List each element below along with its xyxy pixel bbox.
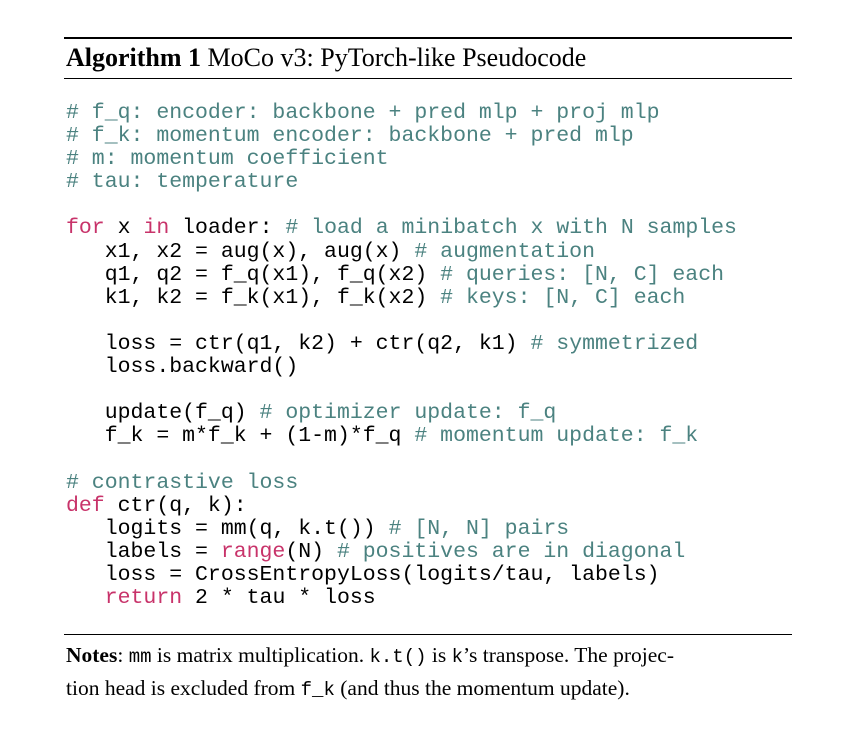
code-line xyxy=(66,379,737,402)
code-comment: # augmentation xyxy=(414,239,595,264)
code-line xyxy=(66,102,737,125)
notes-text: is xyxy=(426,643,452,667)
code-line xyxy=(66,541,737,564)
notes-text: ’s transpose. The projec- xyxy=(463,643,674,667)
code-keyword: for xyxy=(66,216,105,241)
code-text: k1, k2 = f_k(x1), f_k(x2) xyxy=(66,285,441,310)
notes-line-1 xyxy=(66,640,794,673)
code-text: x xyxy=(104,216,144,241)
code-text: 2 * tau * loss xyxy=(182,585,376,610)
code-line xyxy=(66,194,737,217)
code-text: loss = CrossEntropyLoss(logits/tau, labels) xyxy=(66,562,660,587)
notes-paragraph xyxy=(66,640,794,706)
code-keyword: in xyxy=(143,216,170,241)
code-text: x1, x2 = aug(x), aug(x) xyxy=(66,239,415,264)
code-line xyxy=(66,356,737,379)
code-comment: # tau: temperature xyxy=(66,170,299,195)
code-comment: # momentum update: f_k xyxy=(414,424,699,449)
code-line xyxy=(66,287,737,310)
pseudocode-block xyxy=(66,102,737,610)
code-line xyxy=(66,402,737,425)
code-line xyxy=(66,587,737,610)
notes-code-term: f_k xyxy=(300,679,335,701)
code-line xyxy=(66,171,737,194)
code-text: f_k = m*f_k + (1-m)*f_q xyxy=(66,424,415,449)
notes-text: tion head is excluded from xyxy=(66,676,301,700)
code-comment: # f_k: momentum encoder: backbone + pred mlp xyxy=(66,124,634,149)
code-text: loss.backward() xyxy=(66,355,299,380)
code-line xyxy=(66,125,737,148)
code-comment: # [N, N] pairs xyxy=(388,516,570,541)
code-comment: # queries: [N, C] each xyxy=(440,262,725,287)
algorithm-title xyxy=(66,38,586,78)
code-comment: # keys: [N, C] each xyxy=(440,285,686,310)
algorithm-label: Algorithm 1 xyxy=(66,43,202,72)
notes-code-term: mm xyxy=(128,646,152,668)
code-comment: # symmetrized xyxy=(530,331,699,356)
notes-label: Notes xyxy=(66,643,118,667)
code-keyword: def xyxy=(66,493,105,518)
code-line xyxy=(66,518,737,541)
notes-text: (and thus the momentum update). xyxy=(334,676,630,700)
notes-code-term: k xyxy=(451,646,464,668)
code-line xyxy=(66,448,737,471)
code-text: (N) xyxy=(285,539,337,564)
notes-text: is matrix multiplication. xyxy=(151,643,370,667)
code-line xyxy=(66,564,737,587)
code-line xyxy=(66,333,737,356)
code-line xyxy=(66,148,737,171)
algorithm-header-rule xyxy=(64,78,792,79)
code-text: q1, q2 = f_q(x1), f_q(x2) xyxy=(66,262,441,287)
code-comment: # contrastive loss xyxy=(66,470,299,495)
code-text: loader: xyxy=(169,216,286,241)
algorithm-name: MoCo v3: PyTorch-like Pseudocode xyxy=(207,43,587,72)
code-line xyxy=(66,217,737,240)
code-comment: # optimizer update: f_q xyxy=(259,401,557,426)
code-line xyxy=(66,495,737,518)
code-comment: # m: momentum coefficient xyxy=(66,147,389,172)
code-text: update(f_q) xyxy=(66,401,260,426)
notes-rule xyxy=(64,634,792,635)
code-comment: # load a minibatch x with N samples xyxy=(285,216,737,241)
code-line xyxy=(66,425,737,448)
notes-code-term: k.t() xyxy=(369,646,427,668)
notes-line-2 xyxy=(66,673,794,706)
code-text: loss = ctr(q1, k2) + ctr(q2, k1) xyxy=(66,331,531,356)
code-line xyxy=(66,264,737,287)
notes-text: : xyxy=(117,643,129,667)
code-keyword: range xyxy=(220,539,286,564)
code-comment: # positives are in diagonal xyxy=(336,539,686,564)
code-text: labels = xyxy=(66,539,221,564)
code-text xyxy=(66,586,105,610)
code-line xyxy=(66,310,737,333)
code-text: ctr(q, k): xyxy=(104,493,247,518)
code-line xyxy=(66,472,737,495)
code-text: logits = mm(q, k.t()) xyxy=(66,516,389,541)
code-comment: # f_q: encoder: backbone + pred mlp + proj mlp xyxy=(66,101,660,125)
code-keyword: return xyxy=(104,585,183,610)
code-line xyxy=(66,241,737,264)
